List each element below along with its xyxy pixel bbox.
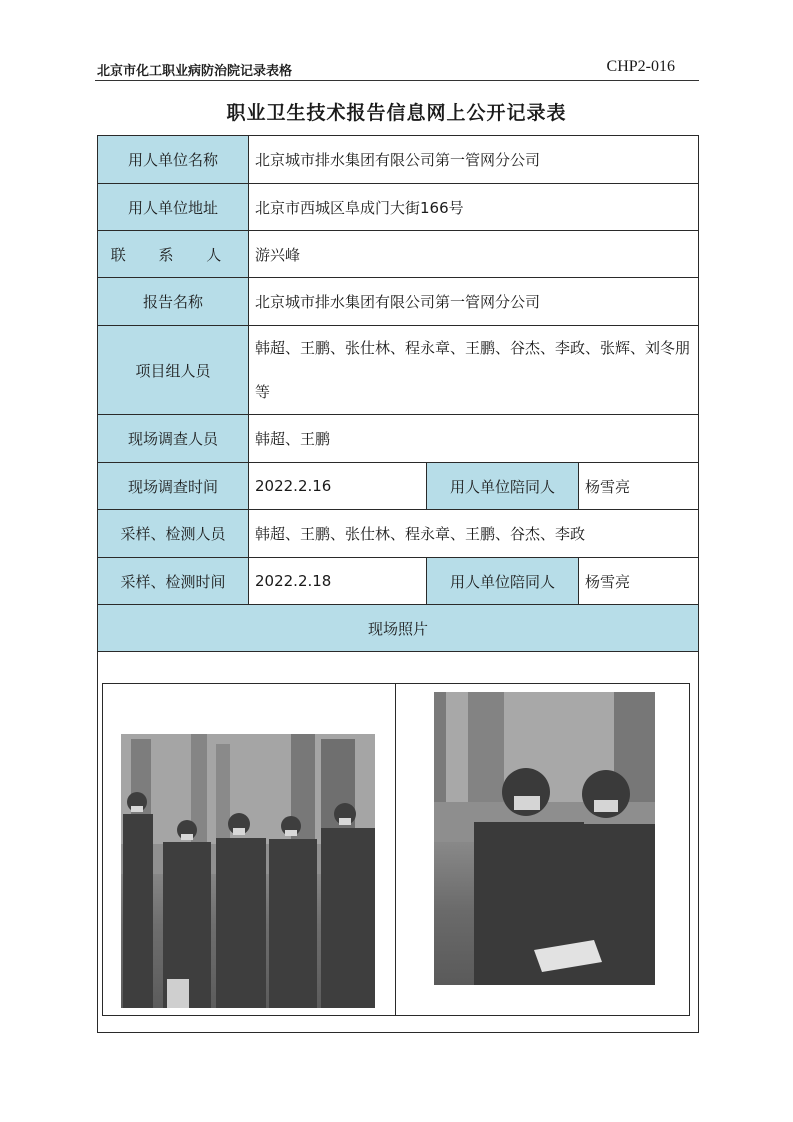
photo-frame [102,683,690,1016]
value-sampling-time: 2022.2.18 [249,558,427,605]
row-sampling-staff [98,510,699,558]
label-survey-time: 现场调查时间 [98,463,249,510]
label-report-name: 报告名称 [98,278,249,326]
label-sampling-time: 采样、检测时间 [98,558,249,605]
label-employer-address: 用人单位地址 [98,184,249,231]
row-survey-time [98,463,699,510]
label-survey-companion: 用人单位陪同人 [427,463,579,510]
record-table [97,135,699,1033]
value-report-name: 北京城市排水集团有限公司第一管网分公司 [249,278,699,326]
site-photo-inspection [434,692,655,985]
row-report-name [98,278,699,326]
site-photo-group [121,734,375,1008]
value-project-team: 韩超、王鹏、张仕林、程永章、王鹏、谷杰、李政、张辉、刘冬朋等 [249,326,699,415]
value-contact: 游兴峰 [249,231,699,278]
row-contact [98,231,699,278]
page-title: 职业卫生技术报告信息网上公开记录表 [226,102,567,124]
value-survey-staff: 韩超、王鹏 [249,415,699,463]
label-employer-name: 用人单位名称 [98,136,249,184]
form-code: CHP2-016 [606,58,675,75]
photos-heading: 现场照片 [98,605,699,652]
row-photos-heading [98,605,699,652]
row-sampling-time [98,558,699,605]
photo-divider [395,684,396,1015]
form-issuer: 北京市化工职业病防治院记录表格 [97,64,293,79]
value-sampling-staff: 韩超、王鹏、张仕林、程永章、王鹏、谷杰、李政 [249,510,699,558]
photos-cell [98,652,699,1033]
header-divider [95,80,699,81]
value-survey-time: 2022.2.16 [249,463,427,510]
row-survey-staff [98,415,699,463]
value-survey-companion: 杨雪亮 [579,463,699,510]
value-sampling-companion: 杨雪亮 [579,558,699,605]
value-employer-address: 北京市西城区阜成门大街166号 [249,184,699,231]
label-project-team: 项目组人员 [98,326,249,415]
label-contact: 联 系 人 [98,231,249,278]
label-survey-staff: 现场调查人员 [98,415,249,463]
label-sampling-staff: 采样、检测人员 [98,510,249,558]
label-sampling-companion: 用人单位陪同人 [427,558,579,605]
row-employer-address [98,184,699,231]
row-photos [98,652,699,1033]
value-employer-name: 北京城市排水集团有限公司第一管网分公司 [249,136,699,184]
row-project-team [98,326,699,415]
row-employer-name [98,136,699,184]
